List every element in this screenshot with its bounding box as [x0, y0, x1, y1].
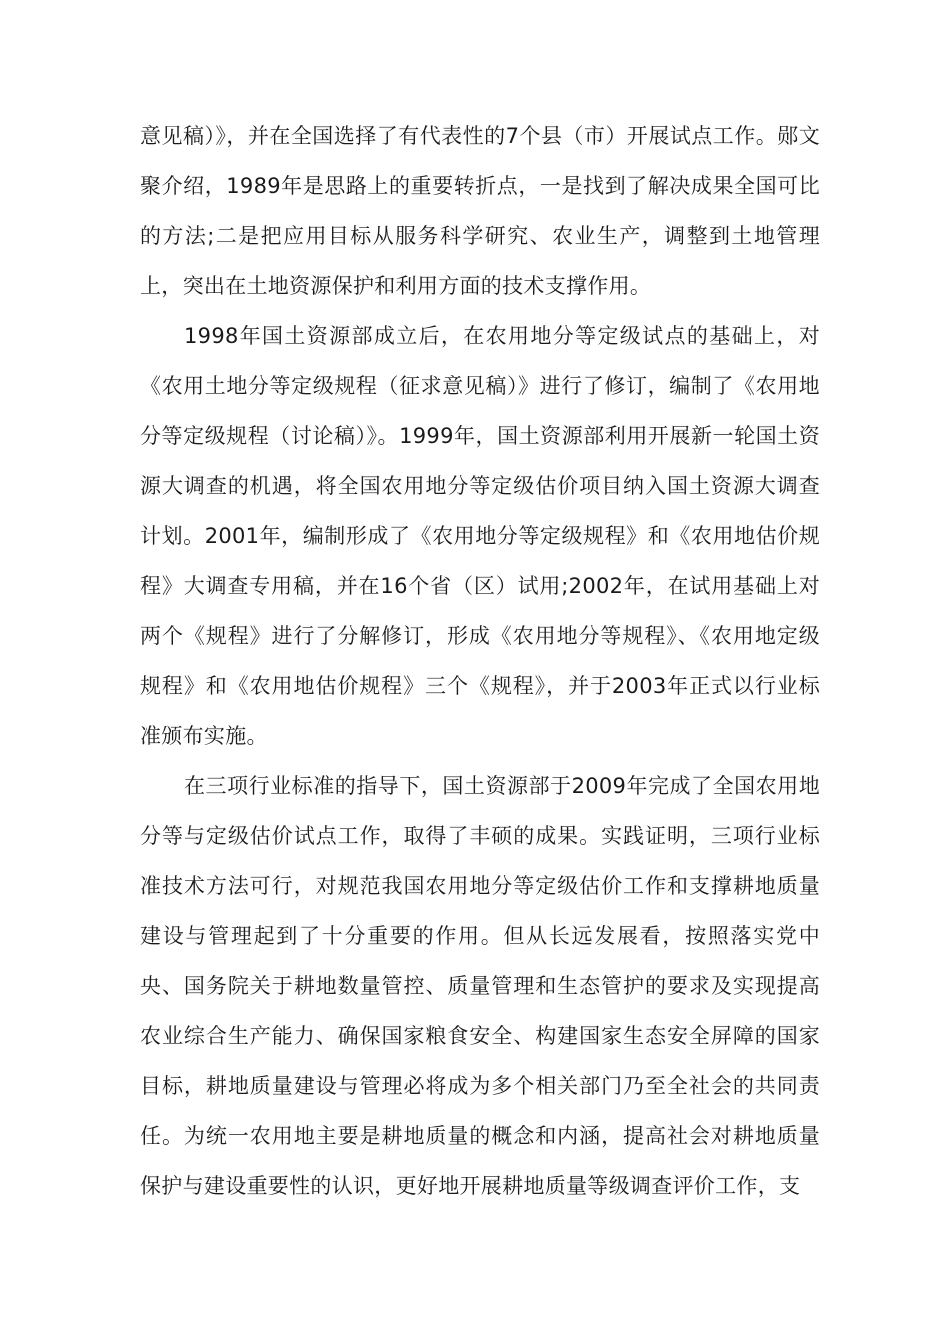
paragraph-2: 1998年国土资源部成立后，在农用地分等定级试点的基础上，对《农用土地分等定级规程（征求意见稿）》进行了修订，编制了《农用地分等定级规程（讨论稿）》。1999年，国土资源部利用开展新一轮国土资源大调查的机遇，将全国农用地分等定级估价项目纳入国土资源大调查计划。2001年，编制形成了《农用地分等定级规程》和《农用地估价规程》大调查专用稿，并在16个省（区）试用;2002年，在试用基础上对两个《规程》进行了分解修订，形成《农用地分等规程》、《农用地定级规程》和《农用地估价规程》三个《规程》，并于2003年正式以行业标准颁布实施。: [140, 324, 820, 748]
body-text: [140, 111, 820, 1211]
paragraph-1: 意见稿）》，并在全国选择了有代表性的7个县（市）开展试点工作。郧文聚介绍，1989年是思路上的重要转折点，一是找到了解决成果全国可比的方法;二是把应用目标从服务科学研究、农业生产，调整到土地管理上，突出在土地资源保护和利用方面的技术支撑作用。: [140, 124, 820, 298]
paragraph-3: 在三项行业标准的指导下，国土资源部于2009年完成了全国农用地分等与定级估价试点工作，取得了丰硕的成果。实践证明，三项行业标准技术方法可行，对规范我国农用地分等定级估价工作和支撑耕地质量建设与管理起到了十分重要的作用。但从长远发展看，按照落实党中央、国务院关于耕地数量管控、质量管理和生态管护的要求及实现提高农业综合生产能力、确保国家粮食安全、构建国家生态安全屏障的国家目标，耕地质量建设与管理必将成为多个相关部门乃至全社会的共同责任。为统一农用地主要是耕地质量的概念和内涵，提高社会对耕地质量保护与建设重要性的认识，更好地开展耕地质量等级调查评价工作，支: [140, 774, 820, 1198]
